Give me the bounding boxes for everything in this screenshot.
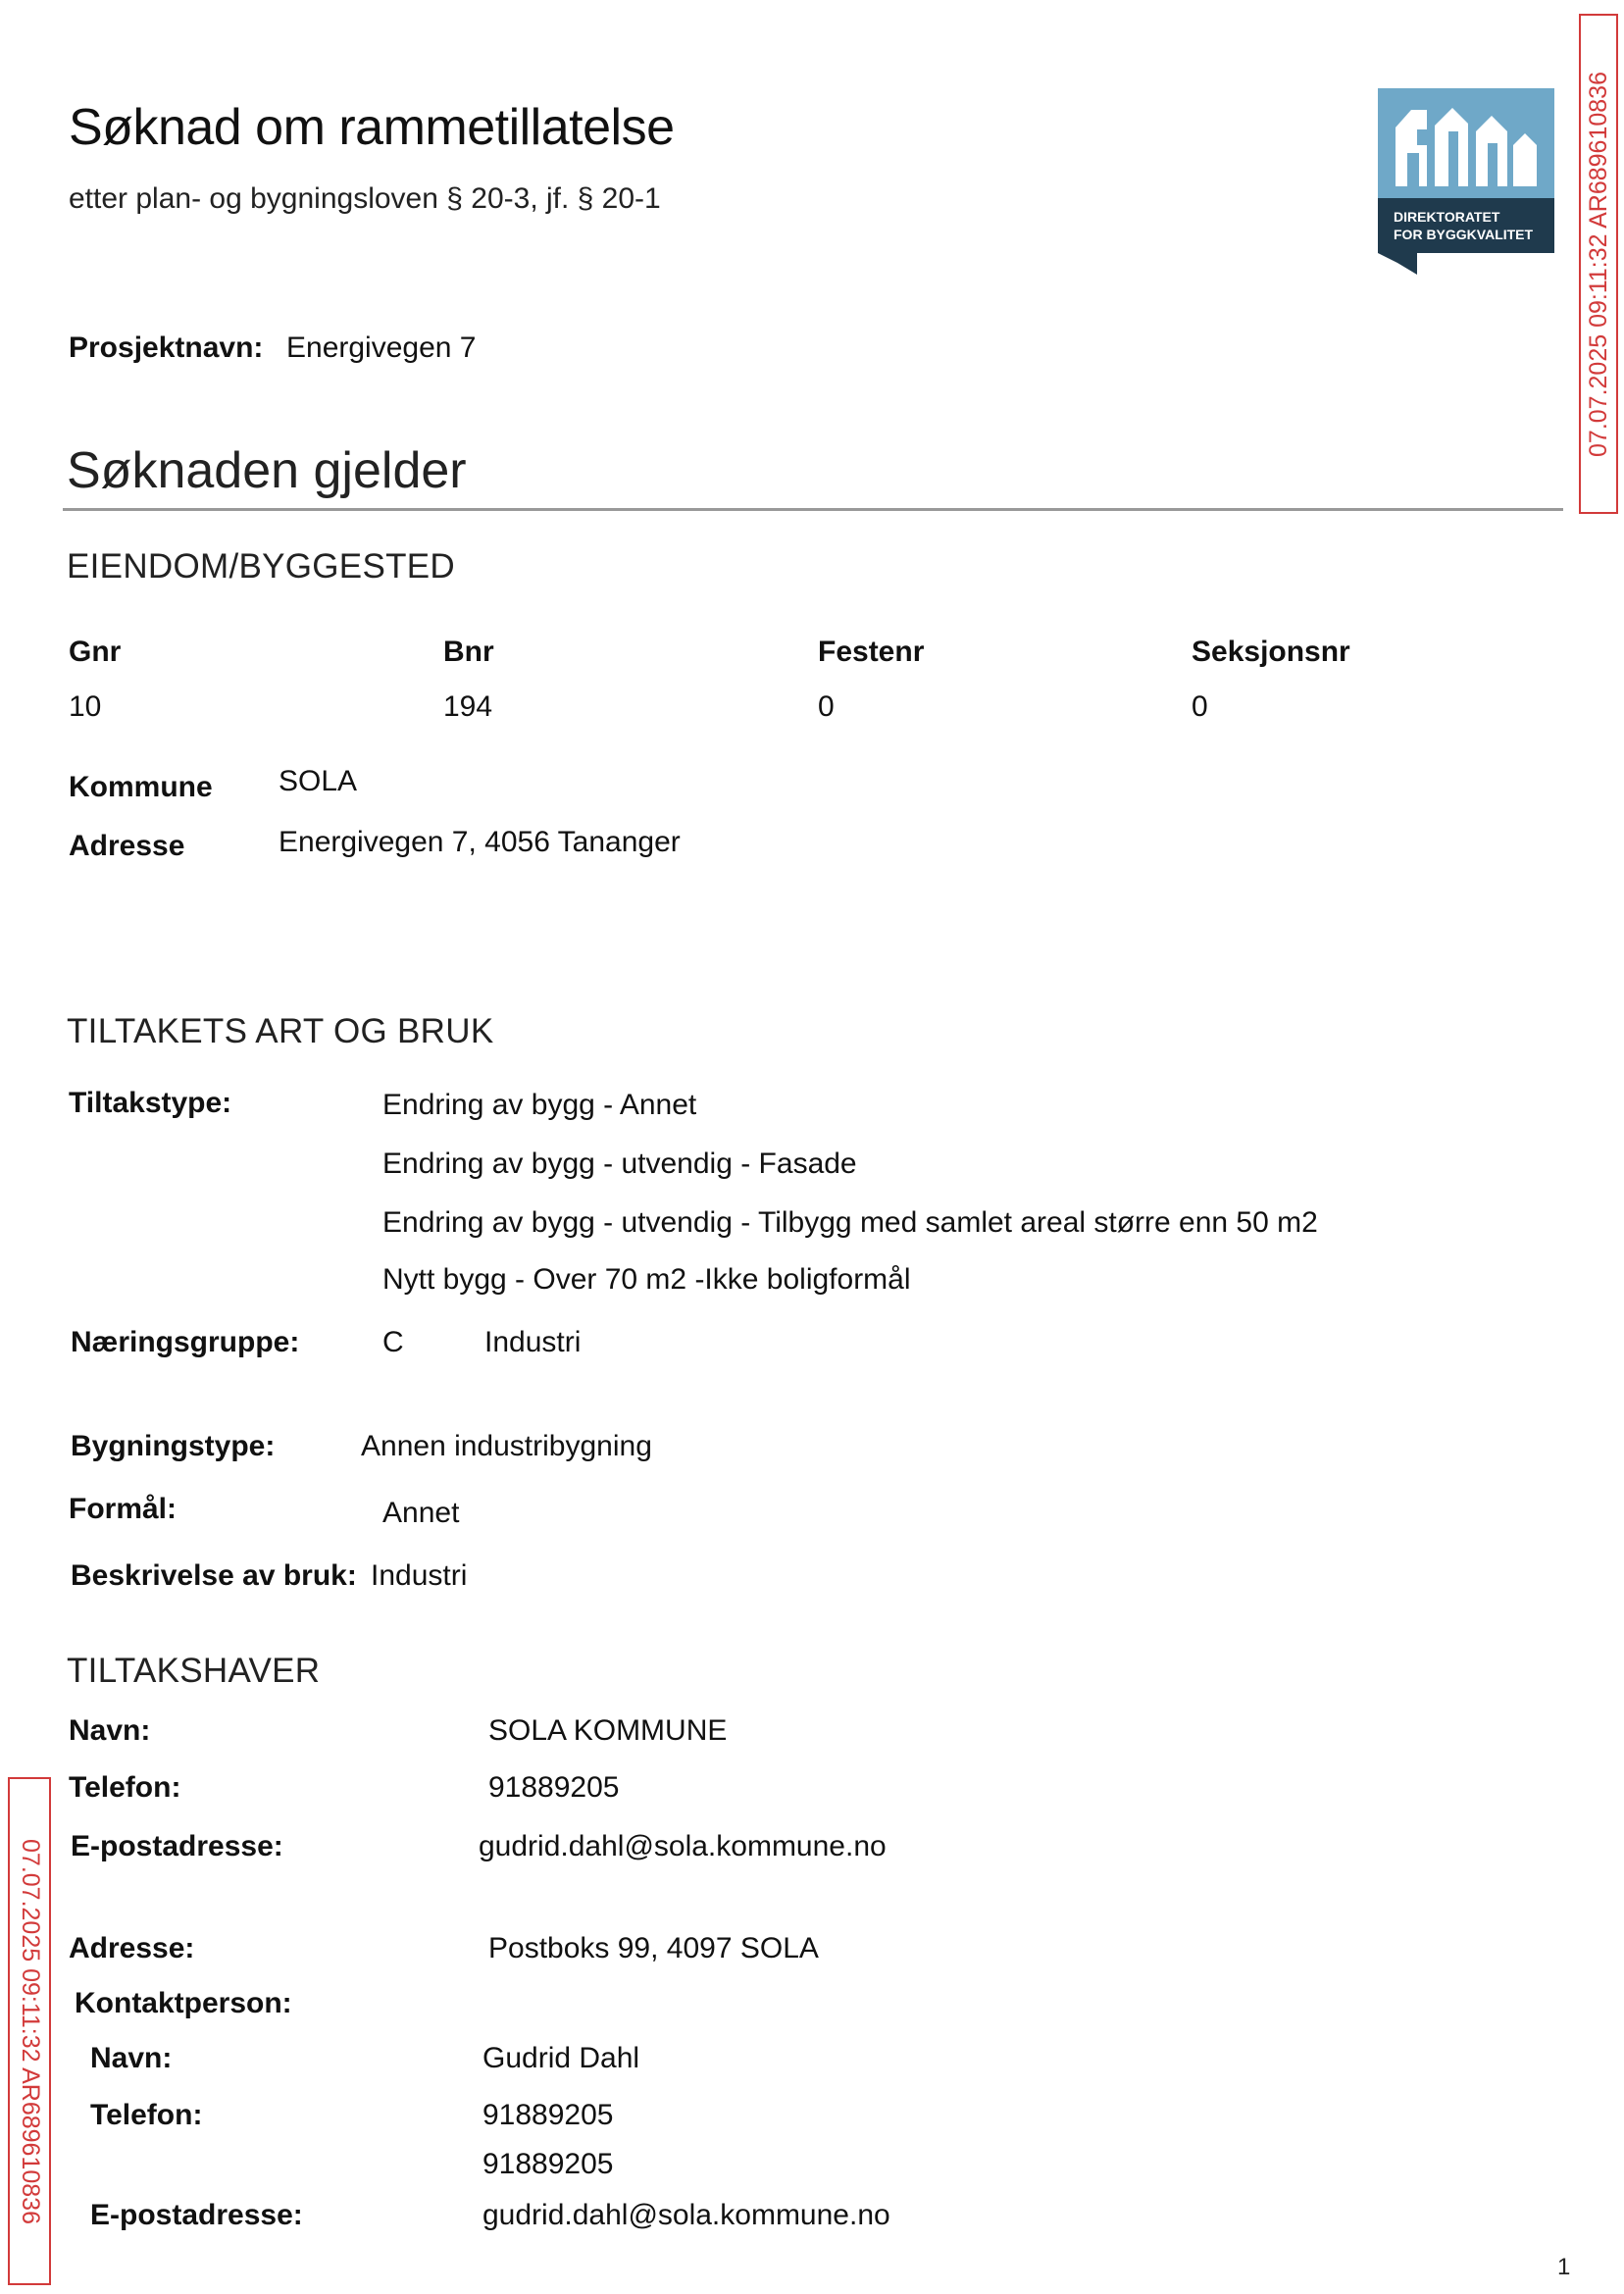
applicant-name-value: SOLA KOMMUNE — [488, 1714, 728, 1747]
applicant-email-value: gudrid.dahl@sola.kommune.no — [479, 1830, 887, 1862]
kommune-label: Kommune — [69, 771, 213, 803]
building-type-value: Annen industribygning — [361, 1430, 652, 1462]
festenr-label: Festenr — [818, 636, 925, 668]
industry-group-label: Næringsgruppe: — [71, 1326, 300, 1358]
measure-type-label: Tiltakstype: — [69, 1087, 232, 1119]
kommune-value: SOLA — [279, 765, 358, 797]
applicant-address-value: Postboks 99, 4097 SOLA — [488, 1932, 819, 1964]
contact-phone-label: Telefon: — [90, 2099, 203, 2131]
heading-divider — [63, 508, 1563, 511]
purpose-label: Formål: — [69, 1493, 178, 1525]
applicant-section-heading: TILTAKSHAVER — [67, 1652, 321, 1690]
use-description-value: Industri — [371, 1559, 468, 1592]
property-section-heading: EIENDOM/BYGGESTED — [67, 547, 455, 586]
bnr-value: 194 — [443, 690, 493, 723]
use-description-label: Beskrivelse av bruk: — [71, 1559, 357, 1592]
building-type-label: Bygningstype: — [71, 1430, 276, 1462]
contact-phone-value: 91889205 — [482, 2099, 614, 2131]
applicant-phone-label: Telefon: — [69, 1771, 181, 1804]
measure-type-item: Endring av bygg - utvendig - Tilbygg med samlet areal større enn 50 m2 — [382, 1206, 1318, 1239]
applies-heading: Søknaden gjelder — [67, 442, 467, 499]
industry-group-code: C — [382, 1326, 404, 1358]
contact-name-value: Gudrid Dahl — [482, 2042, 640, 2074]
receipt-stamp-top-text: 07.07.2025 09:11:32 AR689610836 — [1584, 71, 1612, 457]
bnr-label: Bnr — [443, 636, 494, 668]
purpose-value: Annet — [382, 1497, 460, 1529]
page-subtitle: etter plan- og bygningsloven § 20-3, jf. § 20-1 — [69, 182, 661, 215]
dibk-logo — [1378, 88, 1554, 275]
receipt-stamp-bottom-text: 07.07.2025 09:11:32 AR689610836 — [16, 1838, 44, 2224]
project-name-label: Prosjektnavn: — [69, 331, 264, 364]
contact-email-label: E-postadresse: — [90, 2199, 303, 2231]
measure-type-item: Nytt bygg - Over 70 m2 -Ikke boligformål — [382, 1263, 911, 1296]
receipt-stamp-bottom — [8, 1777, 51, 2285]
contact-person-label: Kontaktperson: — [75, 1987, 292, 2019]
applicant-name-label: Navn: — [69, 1714, 151, 1747]
gnr-label: Gnr — [69, 636, 122, 668]
festenr-value: 0 — [818, 690, 835, 723]
contact-phone-value-2: 91889205 — [482, 2148, 614, 2180]
measure-type-item: Endring av bygg - utvendig - Fasade — [382, 1147, 857, 1180]
contact-email-value: gudrid.dahl@sola.kommune.no — [482, 2199, 890, 2231]
gnr-value: 10 — [69, 690, 102, 723]
measure-section-heading: TILTAKETS ART OG BRUK — [67, 1012, 494, 1050]
contact-name-label: Navn: — [90, 2042, 173, 2074]
seksjonsnr-value: 0 — [1192, 690, 1208, 723]
page-number: 1 — [1557, 2254, 1571, 2280]
adresse-label: Adresse — [69, 830, 185, 862]
logo-text-line2: FOR BYGGKVALITET — [1394, 227, 1534, 242]
receipt-stamp-top — [1579, 14, 1618, 514]
adresse-value: Energivegen 7, 4056 Tananger — [279, 826, 681, 858]
applicant-phone-value: 91889205 — [488, 1771, 620, 1804]
page-title: Søknad om rammetillatelse — [69, 99, 675, 156]
logo-text-line1: DIREKTORATET — [1394, 209, 1500, 225]
dibk-logo-graphic — [1378, 88, 1554, 275]
industry-group-name: Industri — [484, 1326, 582, 1358]
applicant-address-label: Adresse: — [69, 1932, 195, 1964]
applicant-email-label: E-postadresse: — [71, 1830, 283, 1862]
measure-type-item: Endring av bygg - Annet — [382, 1089, 697, 1121]
seksjonsnr-label: Seksjonsnr — [1192, 636, 1350, 668]
project-name-value: Energivegen 7 — [286, 331, 477, 364]
